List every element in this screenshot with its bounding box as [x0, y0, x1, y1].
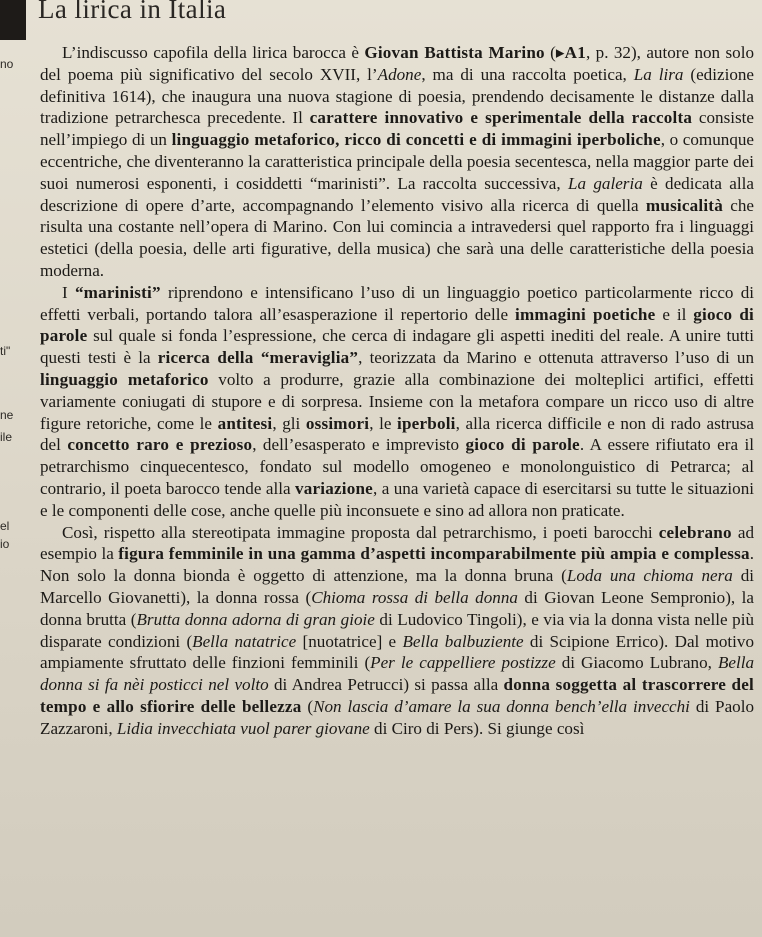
italic-title: Chioma rossa di bella donna — [311, 587, 518, 607]
bold-phrase: iperboli — [397, 413, 456, 433]
section-marker — [0, 0, 26, 40]
italic-title: Bella donna si fa nèi posticci nel volto — [40, 653, 755, 695]
italic-title: La lira — [633, 64, 684, 84]
italic-title: Per le cappelliere postizze — [370, 653, 556, 673]
margin-fragment: ne — [0, 408, 14, 422]
bold-phrase: antitesi — [217, 413, 273, 433]
bold-phrase: donna soggetta al trascorrere del tempo e allo sfiorire delle bellezza — [40, 675, 754, 716]
bold-phrase: variazione — [295, 478, 373, 498]
paragraph-marinisti: I “marinisti” riprendono e intensificano l’uso di un linguaggio poetico particolarmente ricco di effetti verbali, portando talora all’esasperazione il repertorio delle immagini poetiche e il gioco di parole sul quale si fonda l’espressione, che cerca di indagare gli aspetti inediti del reale. A unire tutti questi testi è la ricerca della “meraviglia”, teorizzata da Marino e ottenuta attraverso l’uso di un linguaggio metaforico volto a produrre, grazie alla combinazione dei molteplici artifici, effetti variamente coniugati di stupore e di sorpresa. Insieme con la metafora compare un ricco uso di altre figure retoriche, come le antitesi, gli ossimori, le iperboli, alla ricerca difficile e non di rado astrusa del concetto raro e prezioso, dell’esasperato e imprevisto gioco di parole. A essere rifiutato era il petrarchismo cinquecentesco, fondato sul modello omogeneo e monolonguistico di Petrarca; al contrario, il poeta barocco tende alla variazione, a una varietà capace di esercitarsi su tutte le situazioni e le componenti delle cose, anche quelle più inconsuete e sino ad allora non praticate. — [40, 282, 754, 520]
margin-fragment: ile — [0, 430, 13, 444]
section-heading: La lirica in Italia — [38, 0, 227, 24]
italic-title: Loda una chioma nera — [566, 566, 733, 586]
margin-fragment: el — [0, 519, 10, 533]
bold-phrase: gioco di parole — [40, 304, 754, 346]
paragraph-figura-femminile: Così, rispetto alla stereotipata immagine proposta dal petrarchismo, i poeti barocchi celebrano ad esempio la figura femminile in una gamma d’aspetti incomparabilmente più ampia e complessa. Non solo la donna bionda è oggetto di attenzione, ma la donna bruna (Loda una chioma nera di Marcello Giovanetti), la donna rossa (Chioma rossa di bella donna di Giovan Leone Sempronio), la donna brutta (Brutta donna adorna di gran gioie di Ludovico Tingoli), e via via la donna vista nelle più disparate condizioni (Bella natatrice [nuotatrice] e Bella balbuziente di Scipione Errico). Dal motivo ampiamente sfruttato delle finzioni femminili (Per le cappelliere postizze di Giacomo Lubrano, Bella donna si fa nèi posticci nel volto di Andrea Petrucci) si passa alla donna soggetta al trascorrere del tempo e allo sfiorire delle bellezza (Non lascia d’amare la sua donna bench’ella invecchi di Paolo Zazzaroni, Lidia invecchiata vuol parer giovane di Ciro di Pers). Si giunge così — [40, 522, 755, 738]
bold-phrase: concetto raro e prezioso — [67, 435, 253, 455]
bold-phrase: celebrano — [658, 522, 732, 542]
italic-title: Brutta donna adorna di gran gioie — [136, 609, 375, 629]
margin-fragment: ti" — [0, 344, 11, 358]
italic-title: Bella balbuziente — [402, 631, 524, 651]
bold-phrase: ricerca della “meraviglia” — [157, 348, 359, 368]
bold-phrase: figura femminile in una gamma d’aspetti incomparabilmente più ampia e complessa — [118, 544, 750, 564]
bold-phrase: musicalità — [645, 195, 723, 215]
body-text — [40, 42, 754, 740]
bold-phrase: linguaggio metaforico, ricco di concetti e di immagini iperboliche — [171, 130, 661, 150]
bold-phrase: linguaggio metaforico — [40, 369, 209, 389]
italic-title: Adone — [377, 64, 422, 84]
italic-title: Lidia invecchiata vuol parer giovane — [116, 718, 370, 738]
bold-phrase: gioco di parole — [465, 435, 580, 455]
bold-phrase: carattere innovativo e sperimentale della raccolta — [309, 108, 693, 128]
italic-title: La galeria — [567, 173, 643, 193]
bold-phrase: ▸A1 — [555, 43, 586, 62]
bold-phrase: Giovan Battista Marino — [364, 43, 545, 62]
italic-title: Non lascia d’amare la sua donna bench’ella invecchi — [313, 696, 690, 716]
bold-phrase: ossimori — [305, 413, 370, 433]
margin-fragment: io — [0, 537, 10, 551]
paragraph-marino: L’indiscusso capofila della lirica barocca è Giovan Battista Marino (▸A1, p. 32), autore non solo del poema più significativo del secolo XVII, l’Adone, ma di una raccolta poetica, La lira (edizione definitiva 1614), che inaugura una nuova stagione di poesia, prendendo decisamente le distanze dalla tradizione petrarchesca precedente. Il carattere innovativo e sperimentale della raccolta consiste nell’impiego di un linguaggio metaforico, ricco di concetti e di immagini iperboliche, o comunque eccentriche, che diventeranno la caratteristica principale della poesia secentesca, nella maggior parte dei suoi numerosi esponenti, i cosiddetti “marinisti”. La raccolta successiva, La galeria è dedicata alla descrizione di opere d’arte, accompagnando l’elemento visivo alla ricerca di quella musicalità che risulta una costante nell’opera di Marino. Con lui comincia a intravedersi quel rapporto fra i linguaggi estetici (della poesia, delle arti figurative, della musica) che sarà una delle caratteristiche della poesia moderna. — [40, 43, 755, 280]
bold-phrase: immagini poetiche — [515, 304, 656, 324]
bold-phrase: “marinisti” — [74, 282, 161, 302]
margin-fragment: no — [0, 57, 14, 71]
italic-title: Bella natatrice — [192, 631, 297, 651]
